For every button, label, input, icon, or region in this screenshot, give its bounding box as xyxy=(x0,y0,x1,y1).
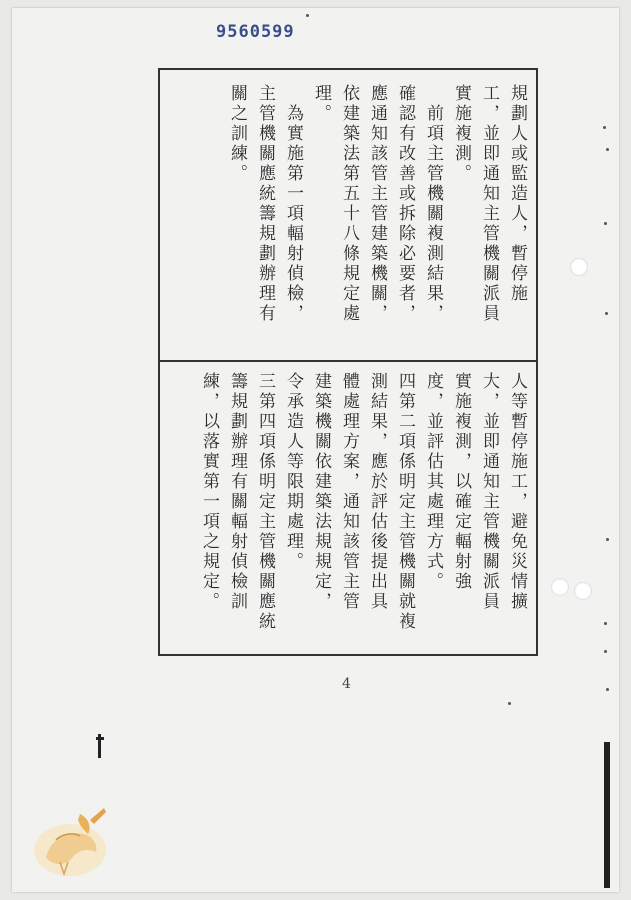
scan-speck xyxy=(606,688,609,691)
document-number-stamp: 9560599 xyxy=(216,22,295,42)
bottom-text-panel xyxy=(178,372,528,648)
text-column: 度，並評估其處理方式。 xyxy=(423,372,443,592)
text-column: 確認有改善或拆除必要者， xyxy=(395,84,415,324)
scan-speck xyxy=(604,650,607,653)
text-column: 規劃人或監造人，暫停施 xyxy=(507,84,527,304)
text-column: 應通知該管主管建築機關， xyxy=(367,84,387,324)
scan-mark xyxy=(96,737,104,740)
punch-hole xyxy=(551,578,569,596)
scan-speck xyxy=(606,148,609,151)
text-column: 大，並即通知主管機關派員 xyxy=(479,372,499,612)
text-column: 三第四項係明定主管機關應統 xyxy=(255,372,275,632)
scan-speck xyxy=(306,14,309,17)
scan-speck xyxy=(508,702,511,705)
top-text-panel xyxy=(178,84,528,352)
text-column: 體處理方案，通知該管主管 xyxy=(339,372,359,612)
scan-speck xyxy=(604,622,607,625)
text-column: 實施複測，以確定輻射強 xyxy=(451,372,471,592)
text-column: 建築機關依建築法規規定， xyxy=(311,372,331,612)
archive-logo-icon xyxy=(26,800,118,880)
scan-speck xyxy=(606,538,609,541)
text-column: 令承造人等限期處理。 xyxy=(283,372,303,572)
punch-hole xyxy=(574,582,592,600)
text-column: 工，並即通知主管機關派員 xyxy=(479,84,499,324)
page-number: 4 xyxy=(342,676,351,692)
scan-edge-shadow xyxy=(604,742,610,888)
text-column: 前項主管機關複測結果， xyxy=(423,84,443,324)
scan-speck xyxy=(604,222,607,225)
text-column: 人等暫停施工，避免災情擴 xyxy=(507,372,527,612)
text-column: 四第二項係明定主管機關就複 xyxy=(395,372,415,632)
text-column: 實施複測。 xyxy=(451,84,471,184)
text-column: 為實施第一項輻射偵檢， xyxy=(283,84,303,324)
scan-speck xyxy=(605,312,608,315)
punch-hole xyxy=(570,258,588,276)
text-column: 籌規劃辦理有關輻射偵檢訓 xyxy=(227,372,247,612)
text-column: 關之訓練。 xyxy=(227,84,247,184)
text-column: 練，以落實第一項之規定。 xyxy=(199,372,219,612)
text-column: 測結果，應於評估後提出具 xyxy=(367,372,387,612)
text-column: 主管機關應統籌規劃辦理有 xyxy=(255,84,275,324)
table-divider xyxy=(158,360,538,362)
text-column: 依建築法第五十八條規定處 xyxy=(339,84,359,324)
text-column: 理。 xyxy=(311,84,331,124)
scan-speck xyxy=(603,126,606,129)
